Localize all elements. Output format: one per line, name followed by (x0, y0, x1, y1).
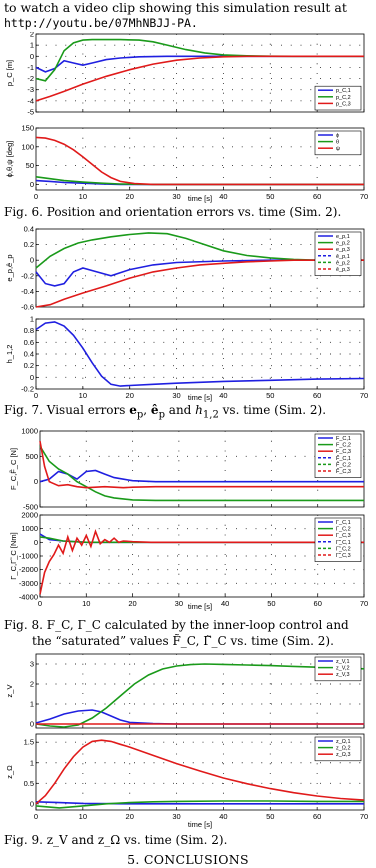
x-tick-label: 10 (78, 192, 88, 201)
legend-label: z_V,1 (336, 659, 350, 665)
x-axis-label: time [s] (187, 602, 213, 611)
legend (315, 737, 361, 761)
y-axis-label: ϕ,θ,ψ [deg] (5, 140, 14, 178)
legend-label: e_p,2 (336, 240, 350, 247)
legend-label: θ (336, 139, 340, 146)
figure-7-caption: Fig. 7. Visual errors $e_p$, $ê_p$ and $h_{1,2}$ vs. time (Sim. 2). (4, 403, 327, 421)
y-tick-label: 1 (29, 40, 34, 50)
legend-label: Γ_C,1 (336, 520, 351, 526)
y-tick-label: -4 (27, 96, 34, 106)
x-tick-label: 30 (172, 192, 181, 201)
y-tick-label: 1 (29, 699, 34, 709)
legend (315, 131, 361, 155)
y-tick-label: -0.4 (21, 286, 34, 296)
legend (315, 232, 361, 276)
y-axis-label: z_V (5, 684, 14, 698)
y-tick-label: 1 (29, 758, 34, 768)
y-tick-label: -3000 (18, 578, 38, 588)
x-tick-label: 40 (220, 599, 230, 608)
y-tick-label: 1000 (21, 427, 38, 436)
figure-8 (0, 427, 376, 617)
x-tick-label: 30 (172, 812, 181, 821)
legend-label: ϕ (336, 133, 340, 139)
x-tick-label: 50 (266, 391, 275, 400)
y-tick-label: 1000 (21, 524, 38, 534)
y-tick-label: -1 (27, 62, 34, 72)
y-axis-label: p_C [m] (5, 59, 14, 87)
y-tick-label: 3 (29, 659, 34, 669)
figure-6 (0, 32, 376, 204)
x-tick-label: 0 (33, 812, 39, 821)
x-tick-label: 70 (359, 599, 369, 608)
x-tick-label: 40 (219, 812, 228, 821)
y-tick-label: 0 (29, 719, 34, 729)
y-tick-label: 500 (25, 451, 38, 461)
figure-7 (0, 225, 376, 402)
figure-8-caption-line-2: the “saturated” values F̃_C, Γ̃_C vs. time (Sim. 2). (32, 634, 334, 648)
y-tick-label: 0.4 (23, 349, 34, 359)
figure-9-caption: Fig. 9. z_V and z_Ω vs. time (Sim. 2). (4, 833, 228, 847)
legend (315, 657, 361, 681)
panel-fig8-0 (9, 427, 364, 512)
y-tick-label: -0.6 (21, 302, 34, 312)
x-tick-label: 50 (266, 192, 275, 201)
y-tick-label: 150 (21, 123, 34, 133)
x-tick-label: 70 (359, 192, 369, 201)
x-tick-label: 40 (219, 391, 228, 400)
legend-label: p_C,3 (336, 101, 351, 108)
y-tick-label: -500 (22, 502, 38, 512)
legend-label: F̃_C,2 (336, 462, 351, 469)
panel-fig6-0 (5, 32, 364, 117)
video-link[interactable]: http://youtu.be/07MhNBJJ-PA. (4, 16, 198, 30)
section-heading: 5. CONCLUSIONS (127, 852, 249, 867)
panel-fig9-0 (5, 654, 364, 729)
y-tick-label: 2 (29, 32, 34, 39)
legend-label: ê_p,3 (336, 267, 350, 273)
legend (315, 518, 361, 562)
x-tick-label: 0 (33, 391, 39, 400)
x-tick-label: 30 (174, 599, 184, 608)
legend-label: p_C,2 (336, 94, 351, 101)
legend-label: z_Ω,1 (336, 739, 351, 745)
legend-label: z_V,2 (336, 665, 350, 672)
y-tick-label: -4000 (18, 592, 38, 602)
y-axis-label: h_1,2 (5, 344, 14, 364)
y-tick-label: 0.2 (23, 361, 34, 371)
legend (315, 434, 361, 478)
y-tick-label: 0.5 (23, 778, 34, 788)
y-axis-label: e_p,ê_p (5, 254, 14, 282)
legend-label: z_V,3 (336, 672, 350, 679)
figure-9 (0, 650, 376, 830)
x-axis-label: time [s] (187, 194, 213, 203)
y-axis-label: z_Ω (5, 765, 14, 779)
y-tick-label: 0 (33, 537, 38, 547)
panel-fig9-1 (5, 734, 368, 821)
x-tick-label: 70 (359, 391, 369, 400)
panel-fig7-0 (5, 225, 364, 312)
x-tick-label: 50 (267, 599, 276, 608)
legend-label: F_C,3 (336, 449, 351, 456)
x-tick-label: 60 (312, 391, 322, 400)
y-tick-label: 0 (29, 179, 34, 189)
x-tick-label: 10 (78, 391, 88, 400)
x-tick-label: 0 (37, 599, 43, 608)
legend (315, 86, 361, 110)
panel-fig8-1 (9, 511, 368, 609)
y-tick-label: -0.2 (21, 271, 34, 281)
legend-label: Γ_C,2 (336, 526, 351, 533)
x-tick-label: 70 (359, 812, 369, 821)
y-tick-label: 0.2 (23, 240, 34, 250)
x-axis-label: time [s] (187, 393, 213, 402)
y-tick-label: 0 (29, 372, 34, 382)
x-tick-label: 10 (82, 599, 91, 608)
y-tick-label: -3 (27, 85, 34, 95)
intro-line-1: to watch a video clip showing this simulation result at (4, 0, 347, 15)
legend-label: ê_p,1 (336, 253, 350, 260)
figure-8-caption-line-1: Fig. 8. F_C, Γ_C calculated by the inner-loop control and (4, 618, 349, 632)
x-tick-label: 50 (266, 812, 275, 821)
y-tick-label: 0 (33, 477, 38, 487)
x-tick-label: 20 (128, 599, 137, 608)
y-tick-label: -5 (27, 107, 34, 117)
y-tick-label: 1.5 (23, 737, 34, 747)
y-axis-label: Γ_C,Γ̃_C [Nm] (9, 532, 18, 580)
y-tick-label: -2000 (18, 565, 38, 575)
x-tick-label: 60 (312, 812, 322, 821)
x-tick-label: 60 (313, 599, 322, 608)
legend-label: F_C,2 (336, 442, 351, 449)
y-tick-label: -0.2 (21, 384, 34, 394)
y-tick-label: 2000 (21, 510, 38, 520)
legend-label: Γ̃_C,3 (336, 553, 351, 559)
y-tick-label: 0.8 (23, 326, 34, 336)
y-tick-label: 50 (25, 161, 34, 171)
x-tick-label: 0 (33, 192, 39, 201)
y-tick-label: 0 (29, 255, 34, 265)
legend-label: p_C,1 (336, 88, 351, 95)
legend-label: Γ̃_C,2 (336, 546, 351, 553)
y-tick-label: 0.4 (23, 225, 34, 234)
legend-label: z_Ω,2 (336, 745, 351, 752)
legend-label: e_p,1 (336, 234, 350, 240)
legend-label: Γ_C,3 (336, 533, 351, 540)
legend-label: ê_p,2 (336, 260, 350, 267)
y-tick-label: 1 (29, 314, 34, 324)
legend-label: z_Ω,3 (336, 752, 351, 759)
y-tick-label: 100 (21, 142, 34, 152)
y-tick-label: -2 (27, 74, 34, 84)
y-axis-label: F_C,F̃_C [N] (9, 447, 18, 491)
panel-fig6-1 (5, 124, 368, 202)
legend-label: F_C,1 (336, 436, 351, 442)
x-axis-label: time [s] (187, 820, 213, 829)
x-tick-label: 60 (312, 192, 322, 201)
y-tick-label: 0.6 (23, 337, 34, 347)
y-tick-label: 0 (29, 51, 34, 61)
figure-6-caption: Fig. 6. Position and orientation errors vs. time (Sim. 2). (4, 205, 342, 219)
x-tick-label: 10 (78, 812, 88, 821)
y-tick-label: 0 (29, 799, 34, 809)
legend-label: F̃_C,1 (336, 455, 351, 462)
x-tick-label: 20 (125, 391, 134, 400)
y-tick-label: -1000 (18, 551, 38, 561)
x-tick-label: 40 (219, 192, 228, 201)
x-tick-label: 20 (125, 812, 134, 821)
legend-label: Γ̃_C,1 (336, 539, 351, 546)
x-tick-label: 20 (125, 192, 134, 201)
x-tick-label: 30 (172, 391, 181, 400)
legend-label: ψ (336, 146, 340, 153)
y-tick-label: 2 (29, 679, 34, 689)
panel-fig7-1 (5, 315, 368, 401)
legend-label: F̃_C,3 (336, 469, 351, 475)
legend-label: e_p,3 (336, 247, 350, 254)
